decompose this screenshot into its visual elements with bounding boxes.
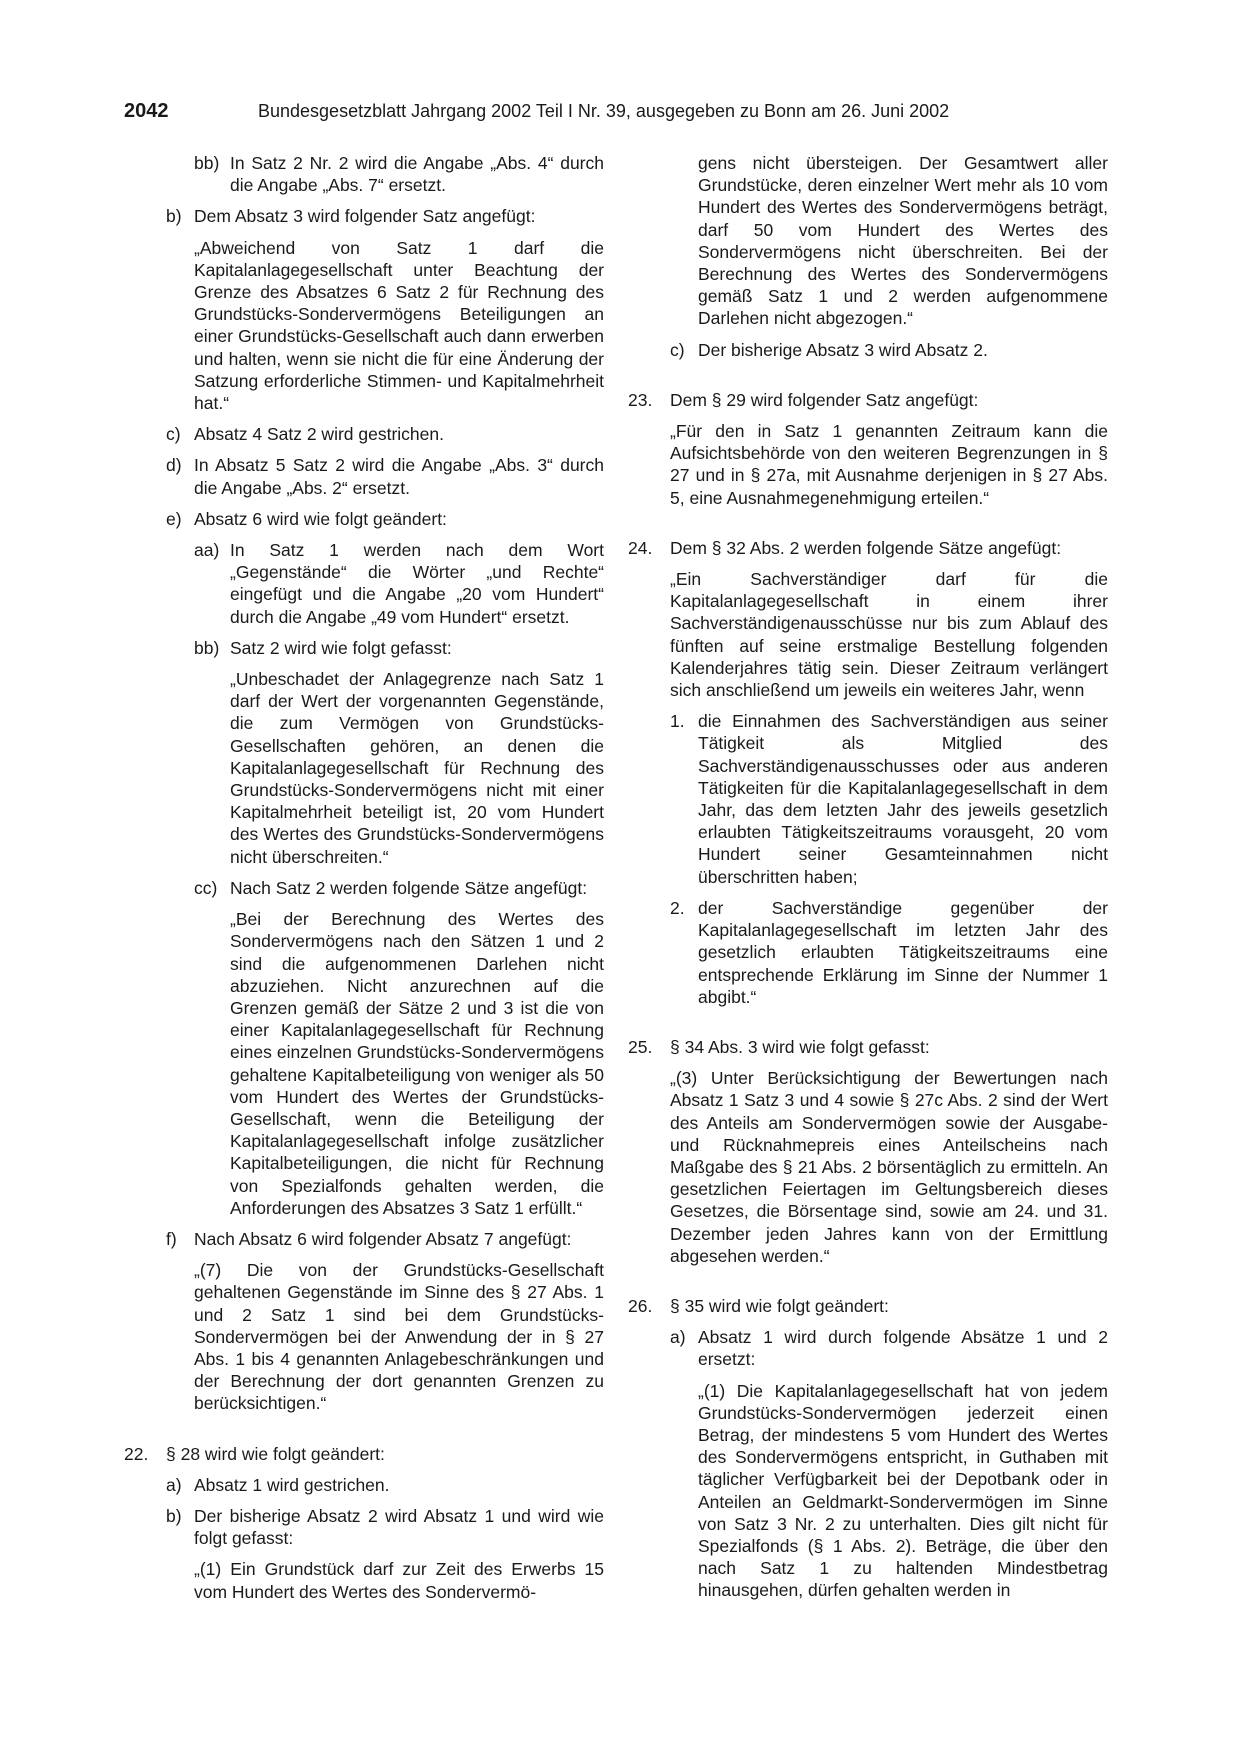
item-number: 22. [124,1443,149,1464]
quoted-text: „Für den in Satz 1 genannten Zeitraum kann die Aufsichtsbehörde von den weiteren Begrenzungen in § 27 und in § 27a, mit Ausnahme derjenigen in § 27 Abs. 5, eine Ausnahmegenehmigung erteilen.“ [670,421,1108,508]
numbered-item [124,1443,604,1465]
list-item [628,710,1108,888]
quoted-text: „Unbeschadet der Anlagegrenze nach Satz 1 darf der Wert der vorgenannten Gegenstände, die zum Vermögen von Grundstücks-Gesellschaften gehören, an denen die Kapitalanlagegesellschaft für Rechnung des Grundstücks-Sondervermögens nicht mit einer Kapitalmehrheit beteiligt ist, 20 vom Hundert des Wertes des Grundstücks-Sondervermögens nicht überschreiten.“ [230,669,604,867]
item-marker: f) [166,1228,177,1249]
list-item [124,454,604,498]
item-text: § 28 wird wie folgt geändert: [166,1443,385,1464]
item-text: In Absatz 5 Satz 2 wird die Angabe „Abs. 3“ durch die Angabe „Abs. 2“ ersetzt. [194,455,604,498]
item-number: 24. [628,537,653,558]
quoted-text: „(3) Unter Berücksichtigung der Bewertungen nach Absatz 1 Satz 3 und 4 sowie § 27c Abs. 2 sind der Wert des Anteils am Sondervermögen sowie der Ausgabe- und Rücknahmepreis eines Anteilscheins nach Maßgabe des § 21 Abs. 2 börsentäglich zu ermitteln. An gesetzlichen Feiertagen im Geltungsbereich dieses Gesetzes, die Börsentage sind, sowie am 24. und 31. Dezember jeden Jahres kann von der Ermittlung abgesehen werden.“ [670,1068,1108,1266]
item-text: Der bisherige Absatz 3 wird Absatz 2. [698,339,988,360]
list-item [124,1228,604,1250]
item-number: 23. [628,389,653,410]
item-marker: aa) [194,540,220,561]
item-text: Dem Absatz 3 wird folgender Satz angefügt: [194,206,536,227]
list-item [124,205,604,227]
item-marker: c) [166,424,181,445]
quoted-text: „(1) Die Kapitalanlagegesellschaft hat von jedem Grundstücks-Sondervermögen jederzeit einen Betrag, der mindestens 5 vom Hundert des Wertes des Sondervermögens entspricht, in Guthaben mit täglicher Verfügbarkeit bei der Depotbank oder in Anteilen an Geldmarkt-Sondervermögen im Sinne von Satz 3 Nr. 2 zu unterhalten. Dies gilt nicht für Spezialfonds (§ 1 Abs. 2). Beträge, die über den nach Satz 1 zu haltenden Mindestbetrag hinausgehen, dürfen gehalten werden in [698,1380,1108,1601]
right-column [628,152,1108,1602]
list-item [124,1474,604,1496]
item-text: In Satz 2 Nr. 2 wird die Angabe „Abs. 4“ durch die Angabe „Abs. 7“ ersetzt. [230,153,604,196]
quoted-text: gens nicht übersteigen. Der Gesamtwert aller Grundstücke, deren einzelner Wert mehr als 10 vom Hundert des Wertes des Sondervermögens beträgt, darf 50 vom Hundert des Wertes des Sondervermögens nicht überschreiten. Bei der Berechnung des Wertes des Sondervermögens gemäß Satz 1 und 2 werden aufgenommene Darlehen nicht abgezogen.“ [698,153,1108,329]
item-text: Absatz 4 Satz 2 wird gestrichen. [194,424,444,445]
item-text: der Sachverständige gegenüber der Kapitalanlagegesellschaft im letzten Jahr des gesetzlich erlaubten Tätigkeitszeitraums eine entsprechende Erklärung im Sinne der Nummer 1 abgibt.“ [698,897,1108,1007]
numbered-item [628,1036,1108,1058]
list-item [124,539,604,628]
item-text: Nach Absatz 6 wird folgender Absatz 7 angefügt: [194,1228,572,1249]
item-marker: bb) [194,153,220,173]
item-text: Dem § 29 wird folgender Satz angefügt: [670,389,979,410]
item-text: Der bisherige Absatz 2 wird Absatz 1 und wird wie folgt gefasst: [194,1505,604,1549]
item-text: Dem § 32 Abs. 2 werden folgende Sätze angefügt: [670,537,1062,558]
item-text: § 34 Abs. 3 wird wie folgt gefasst: [670,1036,930,1057]
numbered-item [628,1295,1108,1317]
left-column [124,152,604,1603]
item-text: Absatz 1 wird durch folgende Absätze 1 und 2 ersetzt: [698,1327,1108,1370]
quoted-text: „(1) Ein Grundstück darf zur Zeit des Erwerbs 15 vom Hundert des Wertes des Sondervermö- [194,1559,604,1602]
item-text: Nach Satz 2 werden folgende Sätze angefügt: [230,877,588,898]
quoted-text: „Abweichend von Satz 1 darf die Kapitalanlagegesellschaft unter Beachtung der Grenze des Absatzes 6 Satz 2 für Rechnung des Grundstücks-Sondervermögens Beteiligungen an einer Grundstücks-Gesellschaft auch dann erwerben und halten, wenn sie nicht die für eine Änderung der Satzung erforderliche Stimmen- und Kapitalmehrheit hat.“ [194,237,604,414]
list-item [124,1505,604,1549]
item-marker: d) [166,455,182,476]
item-text: § 35 wird wie folgt geändert: [670,1295,889,1316]
list-item [628,1326,1108,1370]
item-marker: a) [670,1327,686,1348]
list-item [124,152,604,196]
item-marker: b) [166,1505,182,1526]
item-text: Satz 2 wird wie folgt gefasst: [230,637,452,658]
item-marker: e) [166,508,182,529]
item-number: 25. [628,1036,653,1057]
item-marker: 2. [670,897,685,918]
numbered-item [628,537,1108,559]
running-header: Bundesgesetzblatt Jahrgang 2002 Teil I Nr. 39, ausgegeben zu Bonn am 26. Juni 2002 [258,101,950,121]
list-item [124,508,604,530]
item-marker: bb) [194,637,220,658]
list-item [124,423,604,445]
quoted-text: „Ein Sachverständiger darf für die Kapitalanlagegesellschaft in einem ihrer Sachverständigenausschüsse nur bis zum Ablauf des fünften auf seine erstmalige Bestellung folgenden Kalenderjahres tätig sein. Dieser Zeitraum verlängert sich anschließend um jeweils ein weiteres Jahr, wenn [670,569,1108,701]
item-marker: a) [166,1474,182,1495]
list-item [628,339,1108,361]
item-marker: cc) [194,877,218,898]
quoted-text: „Bei der Berechnung des Wertes des Sondervermögens nach den Sätzen 1 und 2 sind die aufgenommenen Darlehen nicht abzuziehen. Nicht anzurechnen auf die Grenzen gemäß der Sätze 2 und 3 ist die von einer Kapitalanlagegesellschaft für Rechnung eines einzelnen Grundstücks-Sondervermögens gehaltene Kapitalbeteiligung von weniger als 50 vom Hundert des Wertes der Grundstücks-Gesellschaft, wenn die Beteiligung der Kapitalanlagegesellschaft infolge zusätzlicher Kapitalbeteiligungen, die nicht für Rechnung von Spezialfonds gehalten werden, die Anforderungen des Absatzes 3 Satz 1 erfüllt.“ [230,909,604,1218]
item-marker: b) [166,206,182,227]
list-item [124,877,604,899]
quoted-text: „(7) Die von der Grundstücks-Gesellschaft gehaltenen Gegenstände im Sinne des § 27 Abs. 1 und 2 Satz 1 sind bei dem Grundstücks-Sondervermögen bei der Anwendung der in § 27 Abs. 1 bis 4 genannten Anlagebeschränkungen und der Berechnung der dort genannten Grenzen zu berücksichtigen.“ [194,1260,604,1414]
item-marker: c) [670,339,685,360]
item-text: In Satz 1 werden nach dem Wort „Gegenstände“ die Wörter „und Rechte“ eingefügt und die Angabe „20 vom Hundert“ durch die Angabe „49 vom Hundert“ ersetzt. [230,540,604,627]
item-text: Absatz 6 wird wie folgt geändert: [194,508,447,529]
item-text: Absatz 1 wird gestrichen. [194,1474,390,1495]
page-number: 2042 [124,100,169,122]
item-number: 26. [628,1295,653,1316]
numbered-item [628,389,1108,411]
item-text: die Einnahmen des Sachverständigen aus seiner Tätigkeit als Mitglied des Sachverständigenausschusses oder aus anderen Tätigkeiten für die Kapitalanlagegesellschaft in dem Jahr, das dem letzten Jahr des jeweils gesetzlich erlaubten Tätigkeitszeitraums vorausgeht, 20 vom Hundert seiner Gesamteinnahmen nicht überschritten haben; [698,711,1108,887]
item-marker: 1. [670,711,685,732]
list-item [628,897,1108,1008]
list-item [124,637,604,659]
